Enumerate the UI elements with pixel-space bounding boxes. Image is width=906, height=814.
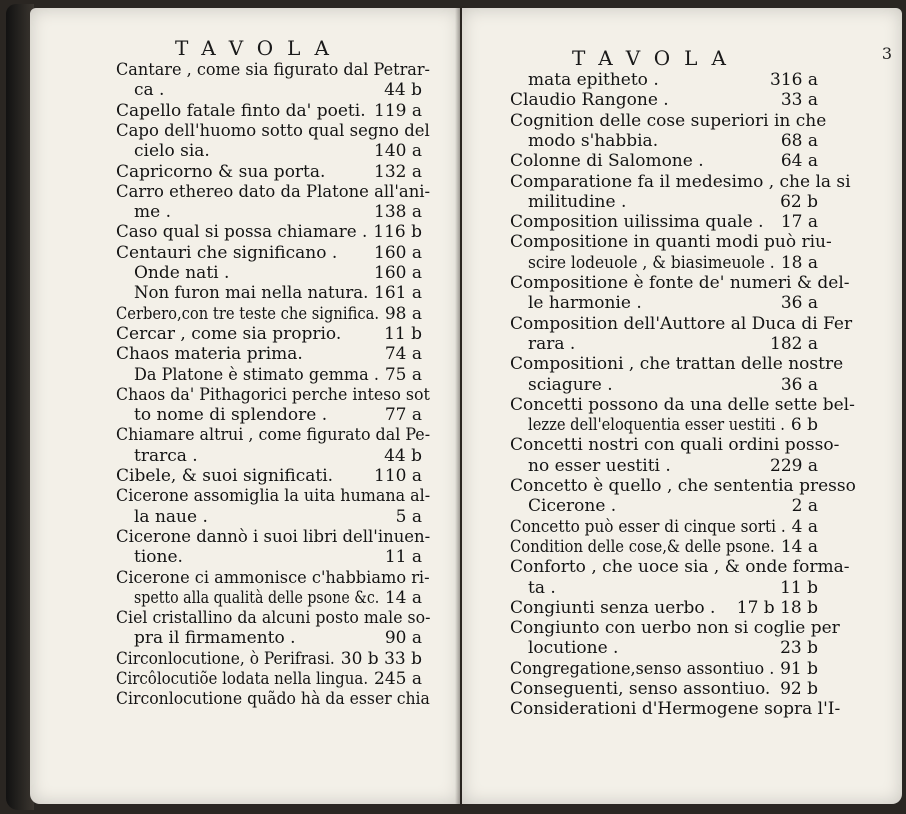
index-entry-text: Compositione è fonte de' numeri & del- — [510, 273, 850, 293]
index-entry-page-ref: 18 a — [780, 252, 818, 273]
index-entry-page-ref: 77 a — [384, 405, 422, 426]
index-entry-page-ref: 91 b — [780, 658, 818, 679]
index-entry-text: Capello fatale finto da' poeti. — [116, 100, 366, 121]
index-entry-page-ref: 11 b — [780, 577, 818, 598]
index-entry-page-ref: 316 a — [770, 70, 818, 90]
index-entry-text: Conseguenti, senso assontiuo. — [510, 679, 771, 699]
index-entry-text: Cicerone assomiglia la uita humana al- — [116, 486, 431, 507]
index-entry-page-ref: 74 a — [384, 344, 422, 365]
right-page — [462, 8, 902, 804]
page-corner-mark: 3 — [881, 44, 892, 63]
index-entry-page-ref: 229 a — [770, 455, 818, 476]
index-entry-text: lezze dell'eloquentia esser uestiti . — [528, 415, 785, 436]
index-entry-page-ref: 33 a — [780, 90, 818, 111]
index-entry-text: Conforto , che uoce sia , & onde forma- — [510, 557, 850, 578]
index-entry-text: Colonne di Salomone . — [510, 151, 704, 172]
index-entry-text: Congiunto con uerbo non si coglie per — [510, 618, 840, 639]
index-entry-text: Cibele, & suoi significati. — [116, 466, 334, 486]
index-entry-text: la naue . — [134, 506, 208, 527]
index-entry-text: Non furon mai nella natura. — [134, 283, 369, 304]
index-entry-page-ref: 5 a — [395, 506, 422, 527]
index-entry-text: Capricorno & sua porta. — [116, 161, 326, 182]
right-page-header: TAVOLA — [572, 46, 740, 70]
index-entry-text: to nome di splendore . — [134, 405, 328, 426]
index-entry-page-ref: 182 a — [770, 333, 818, 354]
index-entry-text: Da Platone è stimato gemma . — [134, 364, 379, 385]
index-entry-page-ref: 6 b — [790, 415, 818, 436]
index-entry-text: Cicerone dannò i suoi libri dell'inuen- — [116, 526, 431, 547]
index-entry-page-ref: 36 a — [780, 293, 818, 314]
index-entry-text: Chaos da' Pithagorici perche inteso sot — [116, 384, 430, 405]
left-page — [30, 8, 460, 804]
index-entry-text: Caso qual si possa chiamare . — [116, 222, 368, 243]
index-entry-page-ref: 75 a — [384, 364, 422, 385]
index-entry-page-ref: 30 b 33 b — [340, 648, 422, 669]
index-entry-page-ref: 138 a — [374, 202, 422, 223]
index-entry-text: Composition dell'Auttore al Duca di Fer — [510, 313, 853, 334]
index-entry-text: Onde nati . — [134, 263, 230, 283]
index-entry-text: Cerbero,con tre teste che significa. — [116, 303, 380, 324]
left-page-header: TAVOLA — [175, 36, 343, 60]
index-entry-page-ref: 17 a — [780, 212, 818, 233]
index-entry-text: Cantare , come sia figurato dal Petrar- — [116, 60, 430, 80]
index-entry-page-ref: 14 a — [780, 536, 818, 557]
index-entry-text: cielo sia. — [134, 141, 210, 162]
index-entry-text: Centauri che significano . — [116, 242, 338, 263]
index-entry-text: no esser uestiti . — [528, 455, 671, 476]
index-entry-text: modo s'habbia. — [528, 130, 659, 151]
index-entry-text: trarca . — [134, 445, 198, 466]
index-entry-text: le harmonie . — [528, 293, 642, 314]
index-entry-text: Congregatione,senso assontiuo . — [510, 658, 775, 679]
index-entry-page-ref: 110 a — [374, 466, 422, 486]
index-entry-page-ref: 36 a — [780, 374, 818, 395]
index-entry-page-ref: 64 a — [780, 151, 818, 172]
index-entry-page-ref: 11 b — [384, 323, 422, 344]
index-entry-page-ref: 245 a — [374, 669, 422, 689]
index-entry-text: pra il firmamento . — [134, 628, 296, 649]
index-entry-text: me . — [134, 202, 171, 223]
index-entry-page-ref: 132 a — [374, 161, 422, 182]
index-entry-text: Carro ethereo dato da Platone all'ani- — [116, 181, 431, 202]
index-entry-text: Capo dell'huomo sotto qual segno del — [116, 120, 430, 141]
index-entry-page-ref: 2 a — [791, 496, 818, 517]
index-entry-text: mata epitheto . — [528, 70, 659, 90]
index-entry-page-ref: 119 a — [374, 100, 422, 121]
index-entry-text: Cercar , come sia proprio. — [116, 323, 342, 344]
index-entry-text: Ciel cristallino da alcuni posto male so- — [116, 608, 431, 629]
index-entry-page-ref: 90 a — [384, 628, 422, 649]
index-entry-text: Circonlocutione quãdo hà da esser chia — [116, 689, 430, 710]
index-entry-text: Compositione in quanti modi può riu- — [510, 232, 832, 253]
index-entry-text: Circonlocutione, ò Perifrasi. — [116, 648, 335, 669]
index-entry-text: Considerationi d'Hermogene sopra l'I- — [510, 699, 841, 720]
index-entry-text: Chaos materia prima. — [116, 344, 303, 365]
index-entry-text: spetto alla qualità delle psone &c. — [134, 587, 380, 608]
index-entry-page-ref: 92 b — [780, 679, 818, 699]
index-entry-text: ta . — [528, 577, 556, 598]
index-entry-page-ref: 23 b — [780, 638, 818, 659]
index-entry-page-ref: 17 b 18 b — [736, 597, 818, 618]
index-entry-page-ref: 62 b — [780, 191, 818, 212]
index-entry-page-ref: 161 a — [374, 283, 422, 304]
index-entry-page-ref: 160 a — [374, 263, 422, 283]
index-entry-text: Concetti nostri con quali ordini posso- — [510, 435, 840, 456]
index-entry-text: Condition delle cose,& delle psone. — [510, 536, 775, 557]
index-entry-text: Cicerone . — [528, 496, 617, 517]
index-entry-text: sciagure . — [528, 374, 613, 395]
index-entry-text: Congiunti senza uerbo . — [510, 597, 716, 618]
index-entry-page-ref: 68 a — [780, 130, 818, 151]
index-entry-text: Cicerone ci ammonisce c'habbiamo ri- — [116, 567, 430, 588]
index-entry-text: tione. — [134, 547, 183, 568]
index-entry-page-ref: 11 a — [384, 547, 422, 568]
index-entry-text: Chiamare altrui , come figurato dal Pe- — [116, 425, 431, 446]
index-entry-page-ref: 44 b — [384, 445, 422, 466]
index-entry-text: ca . — [134, 80, 165, 101]
index-entry-text: Cognition delle cose superiori in che — [510, 110, 827, 131]
index-entry-text: Composition uilissima quale . — [510, 212, 764, 233]
index-entry-page-ref: 98 a — [384, 303, 422, 324]
index-entry-page-ref: 14 a — [384, 587, 422, 608]
index-entry-page-ref: 44 b — [384, 80, 422, 101]
index-entry-page-ref: 160 a — [374, 242, 422, 263]
index-entry-text: militudine . — [528, 191, 627, 212]
index-entry-text: Claudio Rangone . — [510, 90, 669, 111]
index-entry-text: Concetti possono da una delle sette bel- — [510, 394, 855, 415]
index-entry-text: Circôlocutiõe lodata nella lingua. — [116, 669, 369, 689]
index-entry-page-ref: 116 b — [373, 222, 422, 243]
index-entry-page-ref: 140 a — [374, 141, 422, 162]
index-entry-text: Compositioni , che trattan delle nostre — [510, 354, 844, 375]
index-entry-text: Concetto può esser di cinque sorti . — [510, 516, 786, 537]
index-entry-text: scire lodeuole , & biasimeuole . — [528, 252, 775, 273]
index-entry-text: Concetto è quello , che sententia presso — [510, 476, 856, 496]
index-entry-page-ref: 4 a — [791, 516, 818, 537]
index-entry-text: Comparatione fa il medesimo , che la si — [510, 171, 851, 192]
index-entry-text: rara . — [528, 333, 576, 354]
index-entry-text: locutione . — [528, 638, 619, 659]
